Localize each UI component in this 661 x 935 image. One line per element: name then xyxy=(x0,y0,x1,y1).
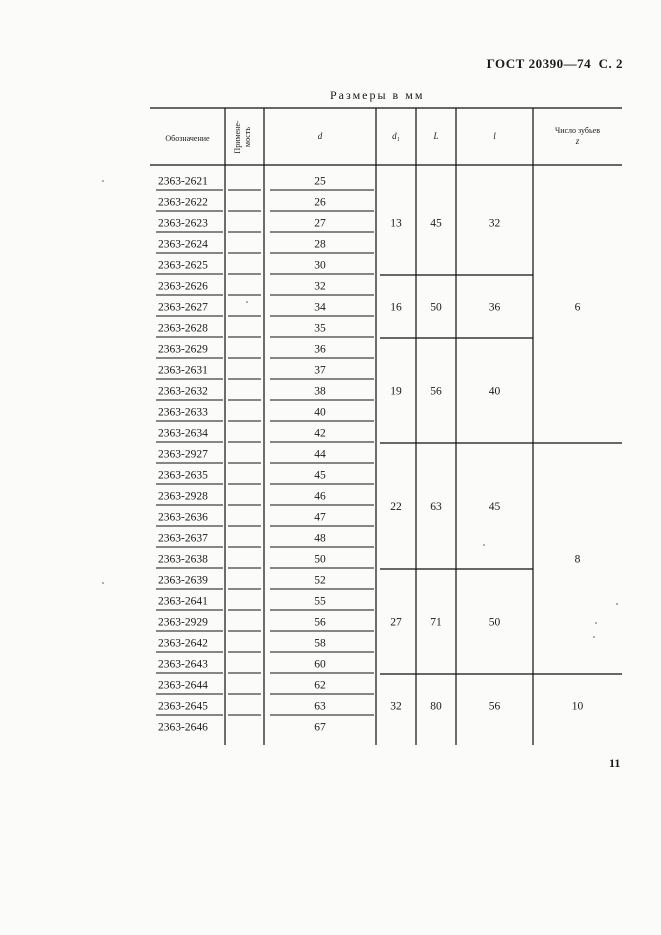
table-row xyxy=(158,428,326,440)
table-row xyxy=(158,176,326,188)
designation-cell: 2363-2645 xyxy=(158,700,208,713)
table-row xyxy=(158,407,326,419)
d-cell: 48 xyxy=(314,532,326,545)
designation-cell: 2363-2638 xyxy=(158,553,208,566)
d-cell: 62 xyxy=(314,679,326,692)
table-rules xyxy=(150,108,622,745)
d-cell: 35 xyxy=(314,322,326,335)
designation-cell: 2363-2642 xyxy=(158,637,208,650)
table-row xyxy=(158,260,326,272)
L-cell: 45 xyxy=(430,217,442,230)
L-cell: 71 xyxy=(430,616,442,629)
d-cell: 30 xyxy=(314,259,326,272)
scan-speck xyxy=(593,636,595,638)
column-header-teeth-count: Число зубьев xyxy=(555,126,600,135)
table-row xyxy=(158,218,326,230)
d-cell: 58 xyxy=(314,637,326,650)
designation-cell: 2363-2639 xyxy=(158,574,208,587)
teeth-count-cell: 10 xyxy=(571,700,584,713)
d1-cell: 32 xyxy=(390,700,402,713)
L-cell: 50 xyxy=(430,301,442,314)
dimension-group xyxy=(390,218,500,230)
d-cell: 37 xyxy=(314,364,326,377)
scan-speck xyxy=(246,301,248,303)
l-cell: 40 xyxy=(488,385,501,398)
scan-speck xyxy=(483,544,485,546)
d-cell: 46 xyxy=(314,490,326,503)
table-row xyxy=(158,302,326,314)
designation-cell: 2363-2636 xyxy=(158,511,208,524)
column-header-d: d xyxy=(317,131,323,141)
d-cell: 56 xyxy=(314,616,326,629)
column-header-teeth-z: z xyxy=(575,136,580,146)
table-row xyxy=(158,575,326,587)
table-row xyxy=(158,197,326,209)
d-cell: 55 xyxy=(314,595,326,608)
d1-cell: 13 xyxy=(390,217,402,230)
designation-cell: 2363-2622 xyxy=(158,196,208,209)
table-row xyxy=(158,239,326,251)
d1-cell: 16 xyxy=(390,301,402,314)
table-row xyxy=(158,659,326,671)
table-body xyxy=(158,176,584,734)
L-cell: 56 xyxy=(430,385,442,398)
table-header xyxy=(165,120,600,154)
teeth-count-cell: 6 xyxy=(574,301,581,314)
column-header-d1: d₁ xyxy=(392,131,400,141)
table-row xyxy=(158,449,326,461)
designation-cell: 2363-2927 xyxy=(158,448,208,461)
column-header-l: l xyxy=(493,131,496,141)
table-row xyxy=(158,323,326,335)
designation-cell: 2363-2631 xyxy=(158,364,208,377)
table-row xyxy=(158,344,326,356)
designation-cell: 2363-2928 xyxy=(158,490,208,503)
designation-cell: 2363-2635 xyxy=(158,469,208,482)
dimension-group xyxy=(390,701,500,713)
units-caption: Размеры в мм xyxy=(330,88,425,102)
d-cell: 44 xyxy=(314,448,326,461)
column-header-L: L xyxy=(433,131,439,141)
scan-speck xyxy=(595,622,597,624)
table-row xyxy=(158,491,326,503)
d1-cell: 27 xyxy=(390,616,402,629)
standard-number: ГОСТ 20390—74 xyxy=(486,56,592,71)
d-cell: 50 xyxy=(314,553,326,566)
designation-cell: 2363-2621 xyxy=(158,175,208,188)
d-cell: 26 xyxy=(314,196,326,209)
dimension-group xyxy=(390,302,500,314)
l-cell: 32 xyxy=(488,217,501,230)
designation-cell: 2363-2632 xyxy=(158,385,208,398)
designation-cell: 2363-2625 xyxy=(158,259,208,272)
l-cell: 50 xyxy=(488,616,501,629)
designation-cell: 2363-2634 xyxy=(158,427,208,440)
d-cell: 27 xyxy=(314,217,326,230)
d-cell: 63 xyxy=(314,700,326,713)
table-row xyxy=(158,722,326,734)
page-number: 11 xyxy=(609,756,621,770)
d-cell: 28 xyxy=(314,238,326,251)
dimension-group xyxy=(390,501,500,513)
d-cell: 40 xyxy=(314,406,326,419)
d-cell: 52 xyxy=(314,574,326,587)
teeth-count-cell: 8 xyxy=(574,553,581,566)
table-row xyxy=(158,701,326,713)
d-cell: 42 xyxy=(314,427,326,440)
designation-cell: 2363-2637 xyxy=(158,532,208,545)
table-row xyxy=(158,386,326,398)
d-cell: 34 xyxy=(314,301,326,314)
designation-cell: 2363-2627 xyxy=(158,301,208,314)
table-row xyxy=(158,617,326,629)
d-cell: 38 xyxy=(314,385,326,398)
l-cell: 56 xyxy=(488,700,501,713)
table-row xyxy=(158,365,326,377)
d-cell: 32 xyxy=(314,280,326,293)
d1-cell: 19 xyxy=(390,385,402,398)
designation-cell: 2363-2929 xyxy=(158,616,208,629)
column-header-applicability-1: Примене- xyxy=(233,120,242,154)
designation-cell: 2363-2643 xyxy=(158,658,208,671)
d1-cell: 22 xyxy=(390,501,402,513)
table-row xyxy=(158,470,326,482)
L-cell: 80 xyxy=(430,700,442,713)
table-row xyxy=(158,533,326,545)
dimension-group xyxy=(390,617,500,629)
l-cell: 36 xyxy=(488,301,501,314)
designation-cell: 2363-2646 xyxy=(158,721,208,734)
designation-cell: 2363-2629 xyxy=(158,343,208,356)
table-row xyxy=(158,680,326,692)
designation-cell: 2363-2624 xyxy=(158,238,208,251)
d-cell: 36 xyxy=(314,343,326,356)
designation-cell: 2363-2633 xyxy=(158,406,208,419)
table-row xyxy=(158,512,326,524)
column-header-designation: Обозначение xyxy=(165,134,210,143)
designation-cell: 2363-2626 xyxy=(158,280,208,293)
designation-cell: 2363-2628 xyxy=(158,322,208,335)
l-cell: 45 xyxy=(488,501,501,513)
designation-cell: 2363-2644 xyxy=(158,679,208,692)
L-cell: 63 xyxy=(430,501,442,513)
designation-cell: 2363-2623 xyxy=(158,217,208,230)
dimension-group xyxy=(390,386,500,398)
scan-speck xyxy=(616,603,618,605)
table-row xyxy=(158,554,326,566)
table-row xyxy=(158,596,326,608)
d-cell: 47 xyxy=(314,511,326,524)
d-cell: 25 xyxy=(314,175,326,188)
d-cell: 45 xyxy=(314,469,326,482)
column-header-applicability-2: мость xyxy=(243,127,252,147)
page-reference: С. 2 xyxy=(598,56,623,71)
table-row xyxy=(158,281,326,293)
scan-speck xyxy=(102,582,104,584)
d-cell: 60 xyxy=(314,658,326,671)
table-row xyxy=(158,638,326,650)
scan-speck xyxy=(102,180,104,182)
designation-cell: 2363-2641 xyxy=(158,595,208,608)
d-cell: 67 xyxy=(314,721,326,734)
